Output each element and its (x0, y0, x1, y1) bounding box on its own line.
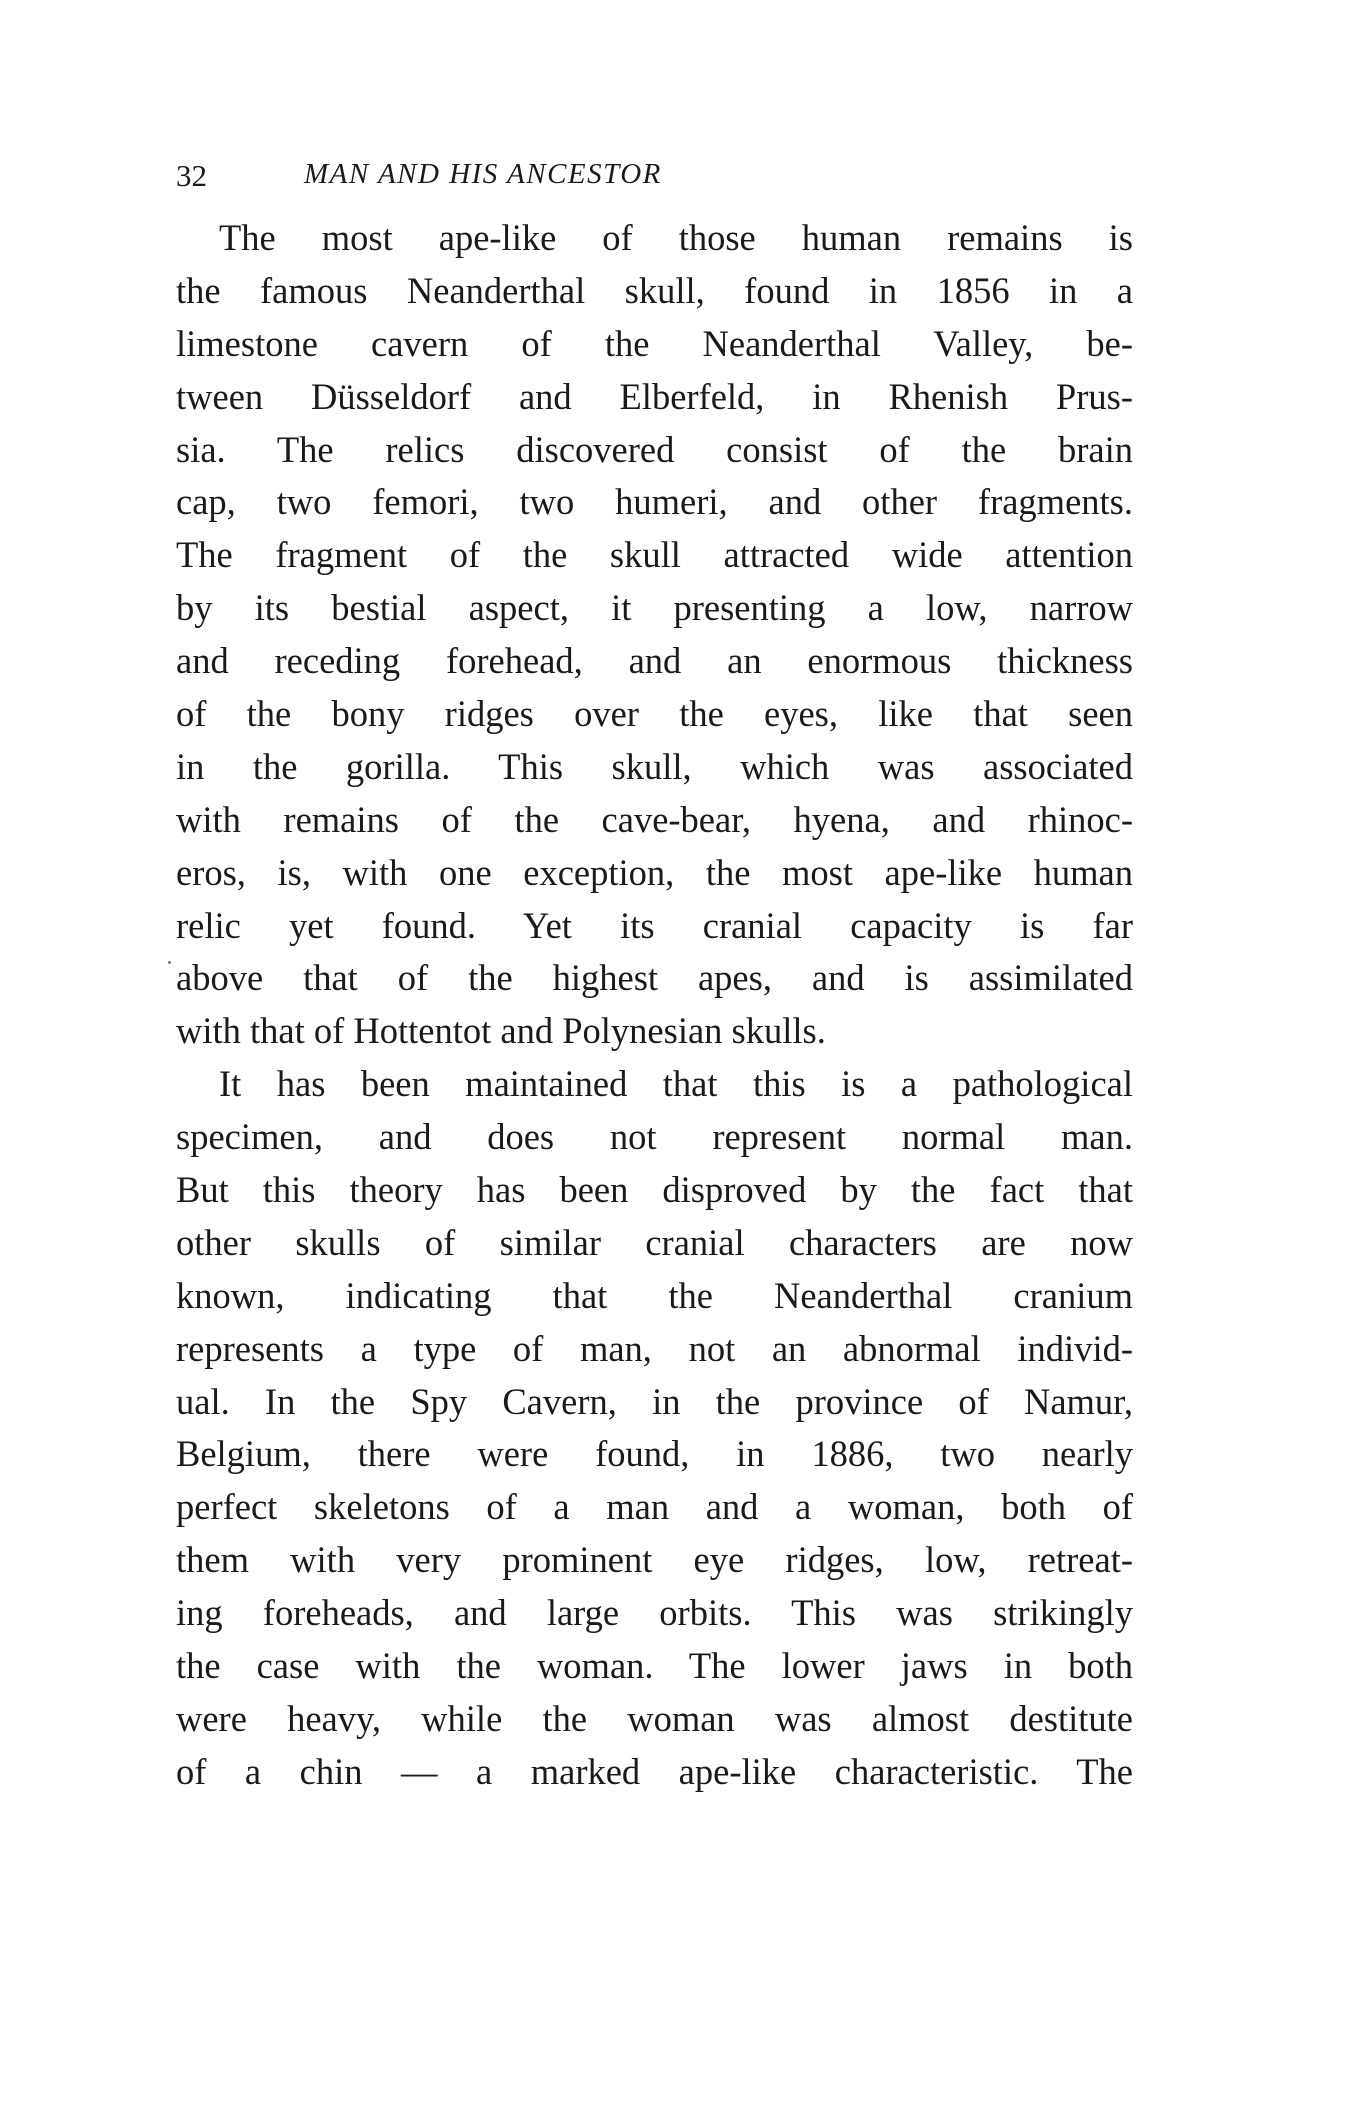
text-line: cap, two femori, two humeri, and other fragments. (176, 481, 1133, 523)
paragraph-1 (176, 212, 1133, 1058)
text-line: the case with the woman. The lower jaws in both (176, 1645, 1133, 1687)
text-line: them with very prominent eye ridges, low, retreat- (176, 1539, 1133, 1581)
text-line: represents a type of man, not an abnormal individ- (176, 1327, 1133, 1369)
text-line: relic yet found. Yet its cranial capacity is far (176, 904, 1133, 946)
page-header (176, 158, 1133, 198)
text-line: of the bony ridges over the eyes, like that seen (176, 693, 1133, 735)
text-line: sia. The relics discovered consist of the brain (176, 428, 1133, 470)
scan-speck (168, 961, 171, 964)
text-line: and receding forehead, and an enormous thickness (176, 640, 1133, 682)
text-line: tween Düsseldorf and Elberfeld, in Rhenish Prus- (176, 375, 1133, 417)
text-line: eros, is, with one exception, the most ape-like human (176, 851, 1133, 893)
text-line: The most ape-like of those human remains is (219, 217, 1133, 258)
paragraph-2 (176, 1058, 1133, 1798)
text-line: Belgium, there were found, in 1886, two nearly (176, 1433, 1133, 1475)
text-line: But this theory has been disproved by the fact that (176, 1169, 1133, 1211)
text-line: above that of the highest apes, and is assimilated (176, 957, 1133, 999)
text-line: with that of Hottentot and Polynesian skulls. (176, 1010, 826, 1052)
text-line: of a chin — a marked ape-like characteristic. The (176, 1750, 1133, 1792)
running-title: MAN AND HIS ANCESTOR (304, 158, 662, 190)
page-body (176, 212, 1133, 1799)
text-line: perfect skeletons of a man and a woman, both of (176, 1486, 1133, 1528)
text-line: The fragment of the skull attracted wide attention (176, 534, 1133, 576)
text-line: the famous Neanderthal skull, found in 1856 in a (176, 269, 1133, 311)
text-line: specimen, and does not represent normal man. (176, 1116, 1133, 1158)
text-line: in the gorilla. This skull, which was associated (176, 745, 1133, 787)
text-line: limestone cavern of the Neanderthal Valley, be- (176, 322, 1133, 364)
page-number: 32 (176, 158, 207, 193)
text-line: other skulls of similar cranial characters are now (176, 1221, 1133, 1263)
text-line: with remains of the cave-bear, hyena, and rhinoc- (176, 798, 1133, 840)
text-line: were heavy, while the woman was almost destitute (176, 1697, 1133, 1739)
text-line: It has been maintained that this is a pathological (219, 1063, 1133, 1105)
text-line: ual. In the Spy Cavern, in the province of Namur, (176, 1380, 1133, 1422)
text-line: ing foreheads, and large orbits. This was strikingly (176, 1592, 1133, 1634)
text-line: known, indicating that the Neanderthal cranium (176, 1274, 1133, 1316)
text-line: by its bestial aspect, it presenting a low, narrow (176, 587, 1133, 629)
